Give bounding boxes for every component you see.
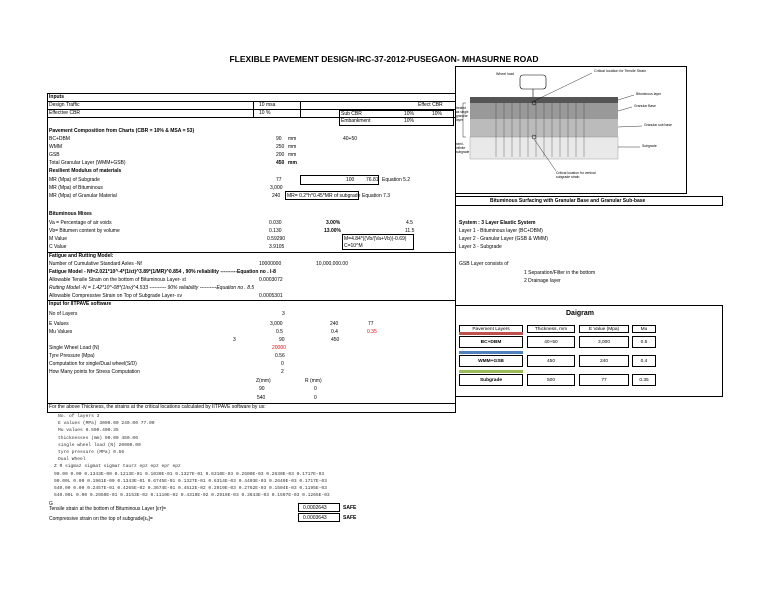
composition-label: BC+DBM xyxy=(49,136,70,142)
allow-comp-label: Allowable Compressive Strain on Top of Subgrade Layer- εv xyxy=(49,293,183,299)
composition-value: 90 xyxy=(276,136,282,142)
tyre-label: Tyre Pressure (Mpa) xyxy=(49,353,95,359)
system-title: System : 3 Layer Elastic System xyxy=(459,220,536,226)
tyre-value: 0.56 xyxy=(275,353,285,359)
effective-cbr-unit: % xyxy=(266,110,271,116)
system-line-2: Layer 2 - Granular Layer (GSB & WMM) xyxy=(459,236,548,242)
diagram-thickness: 500 xyxy=(527,374,575,386)
mu-values-label: Mu Values xyxy=(49,329,73,335)
compressive-label: Compressive strain on the top of subgrade[εᵥ]= xyxy=(49,516,153,522)
c-value: 3.9105 xyxy=(269,244,285,250)
sub-cbr-value: 10% xyxy=(404,111,415,117)
e-value-1: 3,000 xyxy=(270,321,283,327)
diagram-layer-color-subgrade xyxy=(459,370,523,373)
m-label: M Value xyxy=(49,236,67,242)
mr-granular-value: 240 xyxy=(272,193,281,199)
composition-unit: mm xyxy=(288,160,297,166)
va-right: 4.5 xyxy=(406,220,413,226)
sub-cbr-label: Sub CBR xyxy=(341,111,362,117)
vb-pct: 13.00% xyxy=(324,228,341,234)
h-index: 3 xyxy=(233,337,236,343)
va-pct: 3.00% xyxy=(326,220,341,226)
r-value-1: 0 xyxy=(314,386,317,392)
mr-subgrade-ref1: 100 xyxy=(346,177,355,183)
allow-tensile-label: Allowable Tensile Strain on the bottom of Bituminous Layer- εt xyxy=(49,277,186,283)
effective-cbr-value: 10 xyxy=(259,110,265,116)
diagram-mu: 0.35 xyxy=(632,374,656,386)
diagram-layer-name: Subgrade xyxy=(459,374,523,386)
m-value: 0.59290 xyxy=(267,236,286,242)
effect-cbr-value: 10% xyxy=(432,111,443,117)
diagram-header: E Value (Mpa) xyxy=(579,325,629,333)
diagram-layer-name: WMM+GSB xyxy=(459,355,523,367)
va-value: 0.030 xyxy=(269,220,282,226)
fig-treated: treated as single granular layer xyxy=(456,106,469,122)
output-line: No. of layers 3 xyxy=(58,414,100,419)
composition-label: Total Granular Layer (WMM+GSB) xyxy=(49,160,126,166)
comp-label: Computation for single/Dual wheel(S/D) xyxy=(49,361,137,367)
h-value-1: 90 xyxy=(279,337,285,343)
system-line-1: Layer 1 - Bituminous layer (BC+DBM) xyxy=(459,228,543,234)
cum-value: 10000000 xyxy=(259,261,282,267)
mr-granular-formula: MR= 0.2*h^0.45*MR of subgrade xyxy=(287,193,361,199)
comp-value: 0 xyxy=(281,361,284,367)
output-line: Z R sigmaz sigmat sigmar taurz epz epz epr epz xyxy=(54,464,181,470)
fig-granular-sub: Granular sub base xyxy=(644,123,672,127)
diagram-e-value: 3,000 xyxy=(579,336,629,348)
output-line: 90.00 0.00 0.1343E-00 0.1213E-01 0.1030E-01 0.1327E-01 0.6310E-03 0.2600E-03 0.2630E-03 0.1717E-03 xyxy=(54,471,325,477)
mr-bituminous-value: 3,000 xyxy=(270,185,283,191)
layers-value: 3 xyxy=(282,311,285,317)
output-line: tyre pressure (MPa) 0.56 xyxy=(58,450,125,455)
diagram-mu: 0.4 xyxy=(632,355,656,367)
output-g: G xyxy=(49,501,53,507)
composition-value: 200 xyxy=(276,152,285,158)
output-line: Dual Wheel xyxy=(58,457,86,463)
va-label: Va = Percentage of air voids xyxy=(49,220,112,226)
diagram-header: Pavement Layers xyxy=(459,325,523,333)
e-values-label: E Values xyxy=(49,321,69,327)
output-line: single wheel load (N) 20000.00 xyxy=(58,442,141,448)
gsb-title: GSB Layer consists of xyxy=(459,261,509,267)
gsb-line-2: 2 Drainage layer xyxy=(524,278,561,284)
cum-label: Number of Cumulative Standard Axles -Nf xyxy=(49,261,142,267)
composition-value: 450 xyxy=(276,160,285,166)
fig-vertical-loc: Critical location for vertical subgrade strain xyxy=(556,171,596,180)
tensile-value: 0.0002643 xyxy=(303,505,327,511)
sheet-left-border xyxy=(47,93,48,413)
output-line: 90.00L 0.00 0.1961E-00 0.1343E-01 0.6745E-01 0.1327E-01 0.6314E-03 0.4403E-03 0.2640E-03 0.1717E-03 xyxy=(54,478,327,484)
output-line: 540.00L 0.00 0.2950E-01 0.3153E-02 0.1110E-02 0.4319E-02 0.2919E-03 0.3643E-03 0.1507E-03 0.1265E-03 xyxy=(54,493,330,499)
diagram-layer-color-bc xyxy=(459,332,523,335)
mr-granular-eq: Equation 7.3 xyxy=(362,193,391,199)
wheel-label: Single Wheel Load (N) xyxy=(49,345,100,351)
composition-unit: mm xyxy=(288,152,297,158)
c-formula: C=10^M xyxy=(344,243,363,249)
tensile-status: SAFE xyxy=(343,505,357,511)
row-line xyxy=(47,412,455,413)
embankment-label: Embankment xyxy=(341,118,371,124)
tensile-label: Tensile strain at the bottom of Bituminous Layer [εт]= xyxy=(49,506,166,512)
composition-heading: Pavement Composition from Charts (CBR = 10% & MSA = 53) xyxy=(49,128,195,134)
gsb-line-1: 1 Separation/Filter in the bottom xyxy=(524,270,596,276)
fig-semi-infinite: semi-infinite subgrade xyxy=(456,142,470,154)
r-label: R (mm) xyxy=(305,378,322,384)
points-label: How Many points for Stress Computation xyxy=(49,369,140,375)
page-title: FLEXIBLE PAVEMENT DESIGN-IRC-37-2012-PUSEGAON- MHASURNE ROAD xyxy=(229,54,539,64)
iitpave-note: For the above Thickness, the strains at the critical locations calculated by IITPAVE software by us: xyxy=(49,404,266,410)
row-line xyxy=(47,101,455,102)
effect-cbr-label: Effect CBR xyxy=(418,102,443,108)
design-traffic-value: 10 xyxy=(259,102,265,108)
diagram-header: Thickness, mm xyxy=(527,325,575,333)
diagram-header: Mu xyxy=(632,325,656,333)
diagram-title: Daigram xyxy=(566,310,595,317)
mr-bituminous-label: MR (Mpa) of Bituminous xyxy=(49,185,103,191)
resilient-heading: Resilient Modulus of materials xyxy=(49,168,122,174)
compressive-value: 0.0003643 xyxy=(303,515,327,521)
diagram-e-value: 77 xyxy=(579,374,629,386)
diagram-layer-name: BC+DBM xyxy=(459,336,523,348)
diagram-layer-color-wmm xyxy=(459,351,523,354)
composition-value: 250 xyxy=(276,144,285,150)
output-line: thicknesses (mm) 90.00 450.00 xyxy=(58,435,138,441)
mr-subgrade-value: 77 xyxy=(276,177,282,183)
mixes-heading: Bituminous Mixes xyxy=(49,211,92,217)
points-value: 2 xyxy=(281,369,284,375)
cum-value2: 10,000,000.00 xyxy=(316,261,348,267)
output-line: E values (MPa) 3000.00 240.00 77.00 xyxy=(58,421,155,427)
fig-subgrade: Subgrade xyxy=(642,144,657,148)
fatigue-heading: Fatigue and Rutting Model: xyxy=(49,253,114,259)
fig-tensile-loc: Critical location for Tensile Strain xyxy=(594,69,647,73)
figure-caption: Bituminous Surfacing with Granular Base and Granular Sub-base xyxy=(490,198,646,204)
embankment-value: 10% xyxy=(404,118,415,124)
col-line xyxy=(253,101,254,117)
mu-value-1: 0.5 xyxy=(276,329,283,335)
fig-granular-base: Granular Base xyxy=(634,104,656,108)
mr-subgrade-ref2: 76.81 xyxy=(366,177,379,183)
z-value-1: 90 xyxy=(259,386,265,392)
diagram-e-value: 240 xyxy=(579,355,629,367)
e-value-3: 77 xyxy=(368,321,374,327)
pavement-figure xyxy=(455,66,687,194)
mr-subgrade-label: MR (Mpa) of Subgrade xyxy=(49,177,100,183)
system-line-3: Layer 3 - Subgrade xyxy=(459,244,502,250)
mu-value-3: 0.35 xyxy=(367,329,377,335)
output-line: Mu values 0.500.400.35 xyxy=(58,428,119,434)
rutting-model: Rutting Model -N = 1.42*10^-08*(1/εv)^4.533 ---------- 90% reliability ----------Equation no . 8.5 xyxy=(49,285,255,291)
layers-label: No of Layers xyxy=(49,311,78,317)
inputs-heading: Inputs xyxy=(49,94,64,100)
vb-label: Vb= Bitumen content by volume xyxy=(49,228,120,234)
z-value-2: 540 xyxy=(257,395,266,401)
m-formula: M=4.84*((Vb/(Va+Vb))-0.69) xyxy=(344,236,407,242)
vb-right: 11.5 xyxy=(405,228,415,234)
col-line xyxy=(300,101,301,117)
diagram-thickness: 450 xyxy=(527,355,575,367)
effective-cbr-label: Effective CBR xyxy=(49,110,81,116)
h-value-2: 450 xyxy=(331,337,340,343)
fig-wheel-load: Wheel load xyxy=(496,72,514,76)
design-traffic-unit: msa xyxy=(266,102,276,108)
allow-tensile-value: 0.0003072 xyxy=(259,277,283,283)
e-value-2: 240 xyxy=(330,321,339,327)
r-value-2: 0 xyxy=(314,395,317,401)
mu-value-2: 0.4 xyxy=(331,329,338,335)
wheel-value: 20000 xyxy=(272,345,286,351)
z-label: Z(mm) xyxy=(256,378,271,384)
iitpave-heading: Input for IITPAVE software xyxy=(49,301,112,307)
diagram-mu: 0.5 xyxy=(632,336,656,348)
mr-granular-label: MR (Mpa) of Granular Material xyxy=(49,193,117,199)
composition-label: GSB xyxy=(49,152,60,158)
compressive-status: SAFE xyxy=(343,515,357,521)
sheet-top-border xyxy=(47,93,455,94)
fatigue-model: Fatigue Model - Nf=2.021*10^-4*(1/εt)^3.89*(1/MR)^0.854 , 90% reliability ----------Equation no . I-8 xyxy=(49,269,276,275)
composition-unit: mm xyxy=(288,136,297,142)
design-traffic-label: Design Traffic xyxy=(49,102,80,108)
composition-extra: 40+50 xyxy=(343,136,358,142)
output-line: 540.00 0.00 0.2457E-01 0.4265E-02 0.3674E-01 0.4512E-02 0.2919E-03 0.2762E-03 0.1504E-03 0.1195E-03 xyxy=(54,486,327,491)
fig-bituminous: Bituminous layer xyxy=(636,92,662,96)
diagram-thickness: 40+50 xyxy=(527,336,575,348)
composition-label: WMM xyxy=(49,144,63,150)
composition-unit: mm xyxy=(288,144,297,150)
allow-comp-value: 0.0005301 xyxy=(259,293,283,299)
c-label: C Value xyxy=(49,244,67,250)
vb-value: 0.130 xyxy=(269,228,282,234)
mr-subgrade-eq: Equation 5.2 xyxy=(382,177,411,183)
